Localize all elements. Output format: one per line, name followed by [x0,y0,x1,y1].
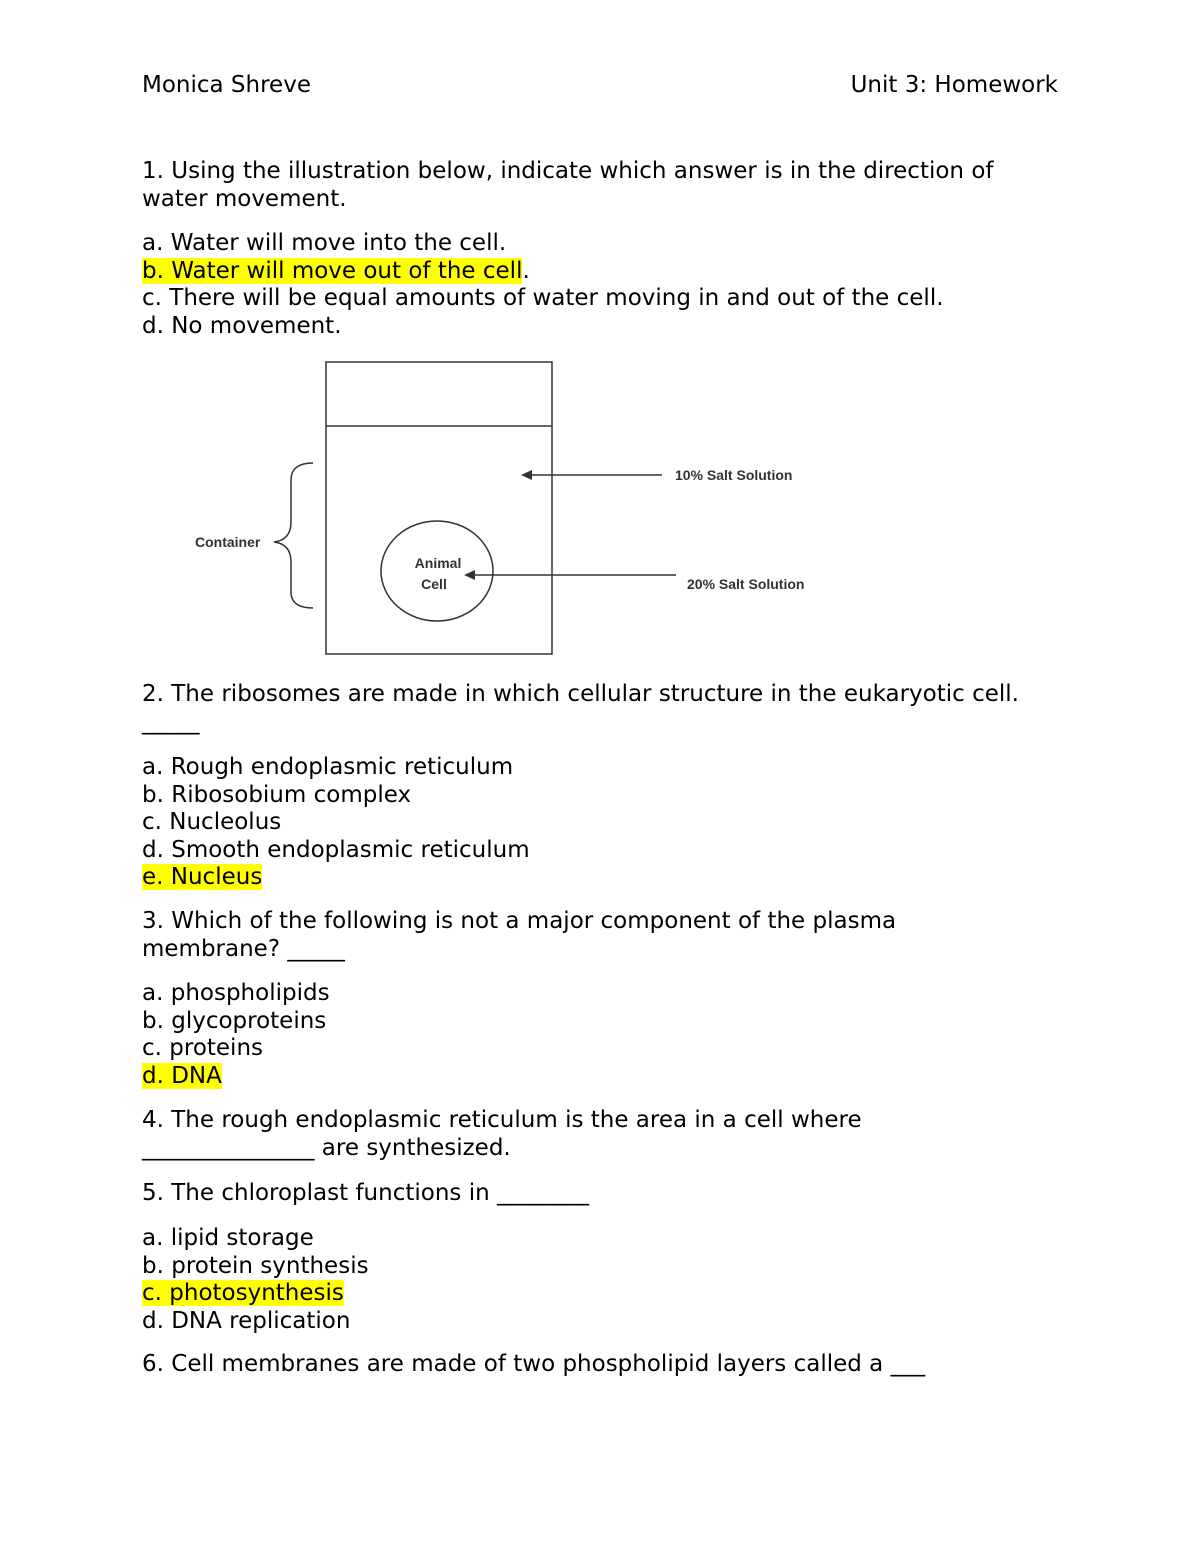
q2-option-d: d. Smooth endoplasmic reticulum [142,836,530,863]
q2-option-e [142,864,1062,892]
q5-option-b: b. protein synthesis [142,1252,369,1279]
q3-option-b: b. glycoproteins [142,1007,327,1034]
question-1-text-line1: 1. Using the illustration below, indicate which answer is in the direction of [142,158,994,184]
question-3-options [142,980,1062,1090]
author-name: Monica Shreve [142,72,311,98]
question-2-options [142,754,1062,892]
cell-label-line2: Cell [421,576,447,592]
question-2 [142,681,1062,736]
q2-option-c: c. Nucleolus [142,809,282,835]
q5-option-d: d. DNA replication [142,1307,351,1334]
container-label: Container [195,534,261,550]
q1-option-a: a. Water will move into the cell. [142,230,507,256]
question-2-text-line1: 2. The ribosomes are made in which cellular structure in the eukaryotic cell. [142,681,1019,707]
q3-option-d-highlight: d. DNA [142,1062,222,1089]
question-5-text: 5. The chloroplast functions in ________ [142,1180,589,1206]
q2-option-a: a. Rough endoplasmic reticulum [142,754,514,780]
animal-cell-circle [381,521,493,621]
question-4 [142,1107,1062,1162]
document-title: Unit 3: Homework [850,72,1058,98]
question-4-text-line2: _______________ are synthesized. [142,1134,511,1161]
question-6 [142,1351,1062,1379]
question-3-text-line2: membrane? _____ [142,935,345,962]
question-3-text-line1: 3. Which of the following is not a major component of the plasma [142,908,897,934]
cell-solution-arrowhead-icon [464,570,475,580]
q1-option-d: d. No movement. [142,312,342,339]
container-brace-icon [274,463,313,608]
q1-option-c: c. There will be equal amounts of water moving in and out of the cell. [142,285,944,311]
q2-option-e-highlight: e. Nucleus [142,864,263,890]
q5-option-c [142,1280,1062,1308]
cell-solution-label: 20% Salt Solution [687,576,805,592]
q5-option-c-highlight: c. photosynthesis [142,1280,344,1306]
outer-solution-arrowhead-icon [521,470,532,480]
q3-option-c: c. proteins [142,1035,264,1061]
outer-solution-label: 10% Salt Solution [675,467,793,483]
q3-option-a: a. phospholipids [142,980,330,1006]
question-6-text: 6. Cell membranes are made of two phospholipid layers called a ___ [142,1351,926,1377]
q3-option-d [142,1063,1062,1091]
question-5 [142,1180,1062,1208]
question-4-text-line1: 4. The rough endoplasmic reticulum is the area in a cell where [142,1107,862,1133]
question-5-options [142,1225,1062,1335]
q5-option-a: a. lipid storage [142,1225,314,1251]
q2-option-b: b. Ribosobium complex [142,781,412,808]
container-box [326,362,552,654]
question-1-text-line2: water movement. [142,185,347,212]
cell-label-line1: Animal [414,555,462,571]
question-2-blank: _____ [142,708,200,735]
question-3 [142,908,1062,963]
q1-option-b-highlight: b. Water will move out of the cell [142,257,523,284]
q1-option-b-period: . [522,257,530,284]
